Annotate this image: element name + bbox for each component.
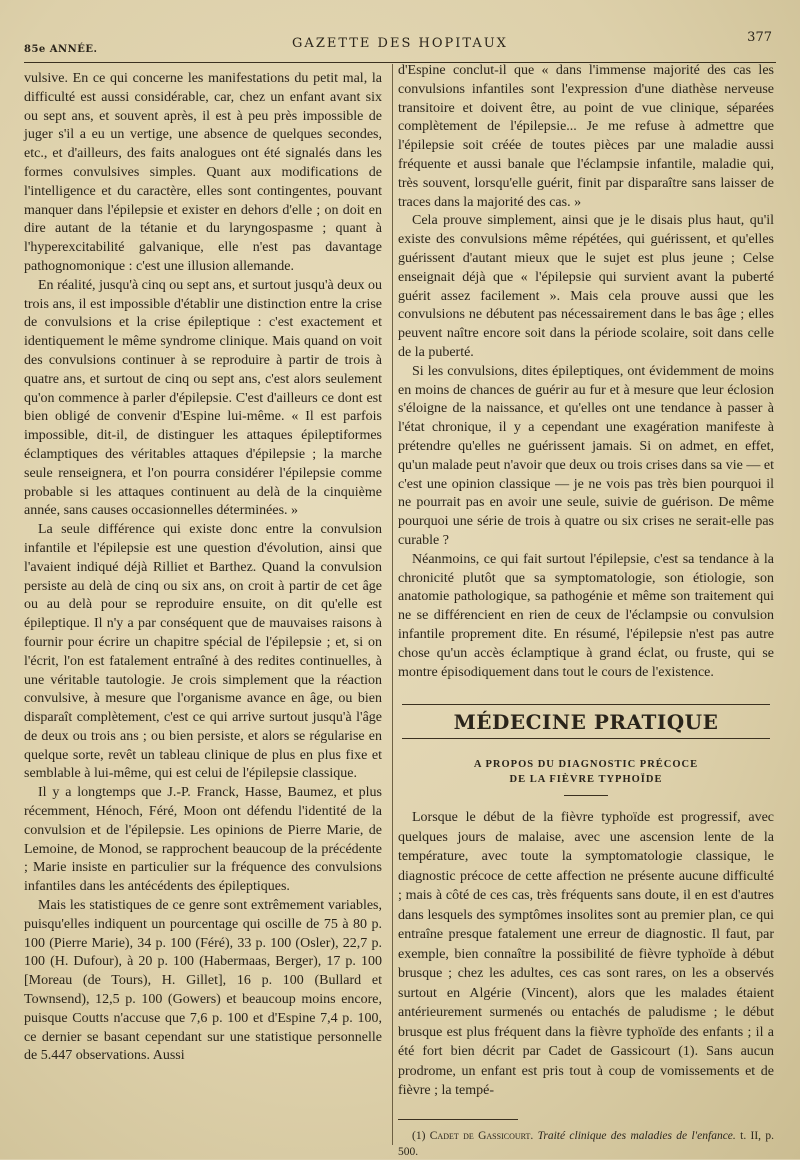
footnote-rule [398, 1119, 518, 1120]
footnote-work: Traité clinique des maladies de l'enfance. [537, 1129, 736, 1142]
article-body: Lorsque le début de la fièvre typhoïde est progressif, avec quelques jours de malaise, avec une ascension lente de la température, avec toute la symptomatologie classique, le diagnostic précoce de cette affection ne présente aucune difficulté ; mais à côté de ces cas, très fréquents sans doute, il en est d'autres dans lesquels des symptômes insolites sont au premier plan, ce qui entraîne presque fatalement une erreur de diagnostic. Il faut, par exemple, bien connaître la possibilité de fièvre typhoïde à début brusque ; chez les adultes, ces cas sont rares, on les a observés surtout en Algérie (Vincent), alors que les malades étaient antérieurement surmenés ou entachés de paludisme ; le début brusque est plus fréquent dans la fièvre typhoïde des enfants ; il a été fort bien décrit par Cadet de Gassicourt (1). Sans aucun prodrome, un enfant est pris tout à coup de vomissements et de fièvre ; la tempé- [398, 810, 774, 1099]
paragraph: Néanmoins, ce qui fait surtout l'épilepsie, c'est sa tendance à la chronicité plutôt que sa symptomatologie, son étiologie, son anatomie pathologique, sa pathogénie et même son traitement qui ne se différencient en rien de ceux de l'éclampsie ou convulsion infantile proprement dite. En résumé, l'épilepsie n'est pas autre chose qu'un accès éclamptique à grand éclat, ou fruste, qui se montre épisodiquement dans tout le cours de l'existence. [398, 551, 774, 680]
right-column [398, 62, 774, 1160]
running-head [24, 30, 776, 60]
left-column [24, 70, 382, 1066]
footnote-marker: (1) [412, 1129, 426, 1142]
journal-title: GAZETTE DES HOPITAUX [292, 36, 508, 51]
subtitle-rule [564, 795, 608, 796]
section-rule-bottom [402, 738, 770, 739]
footnote-ref: t. II, p. 500. [398, 1129, 775, 1158]
paragraph: d'Espine conclut-il que « dans l'immense majorité des cas les convulsions infantiles sont l'expression d'une diathèse nerveuse transitoire et doivent être, au point de vue clinique, séparées complètement de l'épilepsie... Je me refuse à admettre que l'épilepsie soit créée de toutes pièces par une maladie aussi fréquente et aussi banale que l'éclampsie infantile, maladie qui, très souvent, lorsqu'elle guérit, finit par disparaître sans laisser de traces dans la majorité des cas. » [398, 63, 774, 210]
section-title: MÉDECINE PRATIQUE [453, 710, 719, 735]
subtitle-line: A PROPOS DU DIAGNOSTIC PRÉCOCE [473, 759, 699, 771]
paragraph: En réalité, jusqu'à cinq ou sept ans, et surtout jusqu'à deux ou trois ans, il est impossible d'établir une distinction entre la crise de convulsions et la crise épileptique : c'est exactement et identiquement le même syndrome clinique. Mais quand on voit des convulsions continuer à se reproduire à partir de trois à quatre ans, et surtout de cinq ou sept ans, c'est alors seulement qu'on commence à parler d'épilepsie. C'est d'ailleurs ce dont est bien obligé de convenir d'Espine lui-même. « Il est parfois impossible, dit-il, de distinguer les attaques épileptiformes éclamptiques des véritables attaques d'épilepsie ; la marche seule renseignera, et l'on pourra considérer l'épilepsie comme probable si les attaques continuent au delà de la cinquième année, sans causes occasionnelles déterminées. » [24, 277, 382, 519]
edition-label: 85e ANNÉE. [24, 44, 98, 55]
page-number: 377 [747, 30, 772, 45]
paragraph: Cela prouve simplement, ainsi que je le disais plus haut, qu'il existe des convulsions même répétées, qui guérissent, et qu'elles guérissent d'autant mieux que le sujet est plus jeune ; Celse enseignait déjà que « l'épilepsie qui survient avant la puberté guérit assez facilement ». Mais cela prouve aussi que les convulsions ne débutent pas nécessairement dans le bas âge ; elles peuvent naître encore soit dans la période scolaire, soit dans celle de la puberté. [398, 213, 774, 360]
column-divider [392, 64, 393, 1145]
paragraph: Il y a longtemps que J.-P. Franck, Hasse, Baumez, et plus récemment, Hénoch, Féré, Moon ont défendu l'identité de la convulsion et de l'épilepsie. Les opinions de Pierre Marie, de Lemoine, de Monod, se rapprochent beaucoup de la précédente ; Marie insiste en particulier sur la fréquence des convulsions infantiles dans les antécédents des épileptiques. [24, 785, 382, 895]
subtitle-line: DE LA FIÈVRE TYPHOÏDE [509, 774, 663, 786]
footnote [398, 1128, 774, 1160]
footnote-author: Cadet de Gassicourt. [429, 1129, 534, 1142]
paragraph: vulsive. En ce qui concerne les manifestations du petit mal, la difficulté est aussi considérable, car, chez un enfant avant six ou sept ans, et souvent après, il est à peu près impossible de juger s'il a eu un vertige, une absence de quelques secondes, etc., et d'ailleurs, des faits analogues ont été signalés dans les formes convulsives simples. Quant aux modifications de l'intelligence et du caractère, elles sont contingentes, pouvant manquer dans l'épilepsie et exister en dehors d'elle ; on doit en dire autant de la tétanie et du laryngospasme ; quant à l'hyperexcitabilité galvanique, elle n'est pas davantage pathognomonique : c'est une illusion allemande. [24, 71, 382, 274]
article-subtitle [398, 757, 774, 787]
paragraph: Mais les statistiques de ce genre sont extrêmement variables, puisqu'elles indiquent un pourcentage qui oscille de 75 à 80 p. 100 (Pierre Marie), 34 p. 100 (Féré), 33 p. 100 (Osler), 22,7 p. 100 (H. Dufour), à 20 p. 100 (Habermaas, Berger), 17 p. 100 [Moreau (de Tours), H. Gillet], 16 p. 100 (Bullard et Townsend), 12,5 p. 100 (Gowers) et beaucoup moins encore, puisque Coutts n'accuse que 7,6 p. 100 et d'Espine 7,4 p. 100, ce dernier se basant cependant sur une statistique personnelle de 5.447 observations. Aussi [24, 898, 382, 1064]
paragraph: Si les convulsions, dites épileptiques, ont évidemment de moins en moins de chances de guérir au fur et à mesure que leur éclosion s'éloigne de la naissance, et qu'elles ont une tendance à passer à l'état chronique, il y a cependant une exagération manifeste à prétendre qu'elles ne guérissent jamais. Si on admet, en effet, qu'un malade peut n'avoir que deux ou trois crises dans sa vie — et c'est une opinion classique — je ne vois pas très bien pourquoi il ne pourrait pas en avoir une seule, suivie de guérison. De même pourquoi une série de trois à quatre ou six crises ne serait-elle pas curable ? [398, 363, 774, 548]
paragraph: La seule différence qui existe donc entre la convulsion infantile et l'épilepsie est une question d'évolution, ainsi que l'avaient indiqué déjà Rilliet et Barthez. Quand la convulsion persiste au delà de cinq ou six ans, on croit à partir de cet âge ou au delà pour se reproduire ensuite, on dit qu'elle est épileptique. Il n'y a par conséquent que de mauvaises raisons à fournir pour écrire un chapitre spécial de l'épilepsie ; et, si on l'écrit, l'on est fatalement entraîné à des redites continuelles, à une véritable tautologie. Je crois simplement que la réaction convulsive, à mesure que l'organisme avance en âge, ou bien disparaît complètement, c'est ce qui arrive surtout jusqu'à l'âge de deux ou trois ans ; ou bien persiste, et alors se régularise en quelque sorte, revêt un tableau clinique de plus en plus fixe et semblable à lui-même, qui est celui de l'épilepsie classique. [24, 522, 382, 782]
